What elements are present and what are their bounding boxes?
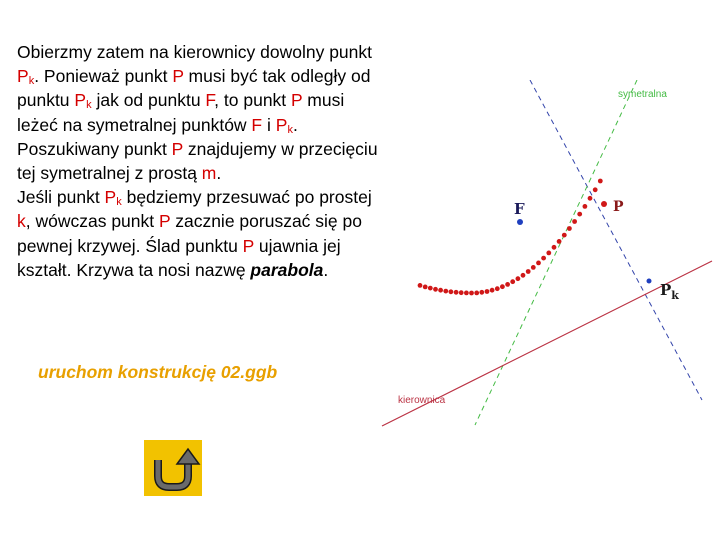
symetralna-line: [475, 80, 637, 425]
trace-dot: [541, 256, 546, 261]
label-P: P: [613, 199, 624, 215]
trace-dot: [521, 273, 526, 278]
paragraph-1: Obierzmy zatem na kierownicy dowolny punkt $P_k$. Ponieważ punkt P musi być tak odległy od punktu $P_k$ jak od punktu F, to punkt P musi leżeć na symetralnej punktów F i $P_k$. Poszukiwany punkt P znajdujemy w przecięciu tej symetralnej z prostą m.: [17, 42, 378, 184]
focus-point-F: [517, 219, 523, 225]
trace-dot: [449, 289, 454, 294]
trace-dot: [577, 212, 582, 217]
trace-dot: [423, 285, 428, 290]
point-Pk: [647, 279, 652, 284]
parabola-construction-diagram: [380, 80, 715, 440]
label-kierownica: kierownica: [398, 395, 446, 406]
perpendicular-line: [530, 80, 702, 400]
trace-dot: [428, 286, 433, 291]
trace-dot: [500, 284, 505, 289]
trace-dot: [593, 187, 598, 192]
label-F: F: [514, 200, 525, 218]
trace-dot: [418, 283, 423, 288]
trace-dot: [438, 288, 443, 293]
trace-dot: [505, 282, 510, 287]
trace-dot: [495, 286, 500, 291]
point-P: [601, 201, 607, 207]
trace-dot: [562, 233, 567, 238]
explanation-text: [17, 40, 379, 282]
trace-dot: [598, 179, 603, 184]
trace-dot: [474, 291, 479, 296]
trace-dot: [459, 290, 464, 295]
trace-dot: [583, 204, 588, 209]
trace-dot: [479, 290, 484, 295]
trace-dot: [546, 251, 551, 256]
trace-dot: [469, 291, 474, 296]
trace-dot: [454, 290, 459, 295]
trace-dot: [557, 239, 562, 244]
trace-dot: [490, 288, 495, 293]
trace-dot: [526, 269, 531, 274]
label-symetralna: symetralna: [618, 89, 667, 100]
paragraph-2: Jeśli punkt $P_k$ będziemy przesuwać po prostej k, wówczas punkt P zacznie poruszać się po pewnej krzywej. Ślad punktu P ujawnia jej kształt. Krzywa ta nosi nazwę parabola.: [17, 187, 372, 280]
trace-dot: [485, 289, 490, 294]
trace-dot: [510, 279, 515, 284]
trace-dot: [536, 261, 541, 266]
run-construction-link[interactable]: uruchom konstrukcję 02.ggb: [38, 362, 278, 382]
trace-dot: [567, 226, 572, 231]
trace-dot: [588, 196, 593, 201]
trace-dot: [552, 245, 557, 250]
trace-dot: [433, 287, 438, 292]
parabola-trace: [418, 179, 603, 296]
back-button[interactable]: [144, 440, 202, 496]
trace-dot: [516, 276, 521, 281]
trace-dot: [531, 265, 536, 270]
trace-dot: [443, 289, 448, 294]
trace-dot: [464, 291, 469, 296]
trace-dot: [572, 219, 577, 224]
u-turn-arrow-icon: [144, 440, 202, 496]
label-Pk: $P_k$: [660, 281, 679, 302]
